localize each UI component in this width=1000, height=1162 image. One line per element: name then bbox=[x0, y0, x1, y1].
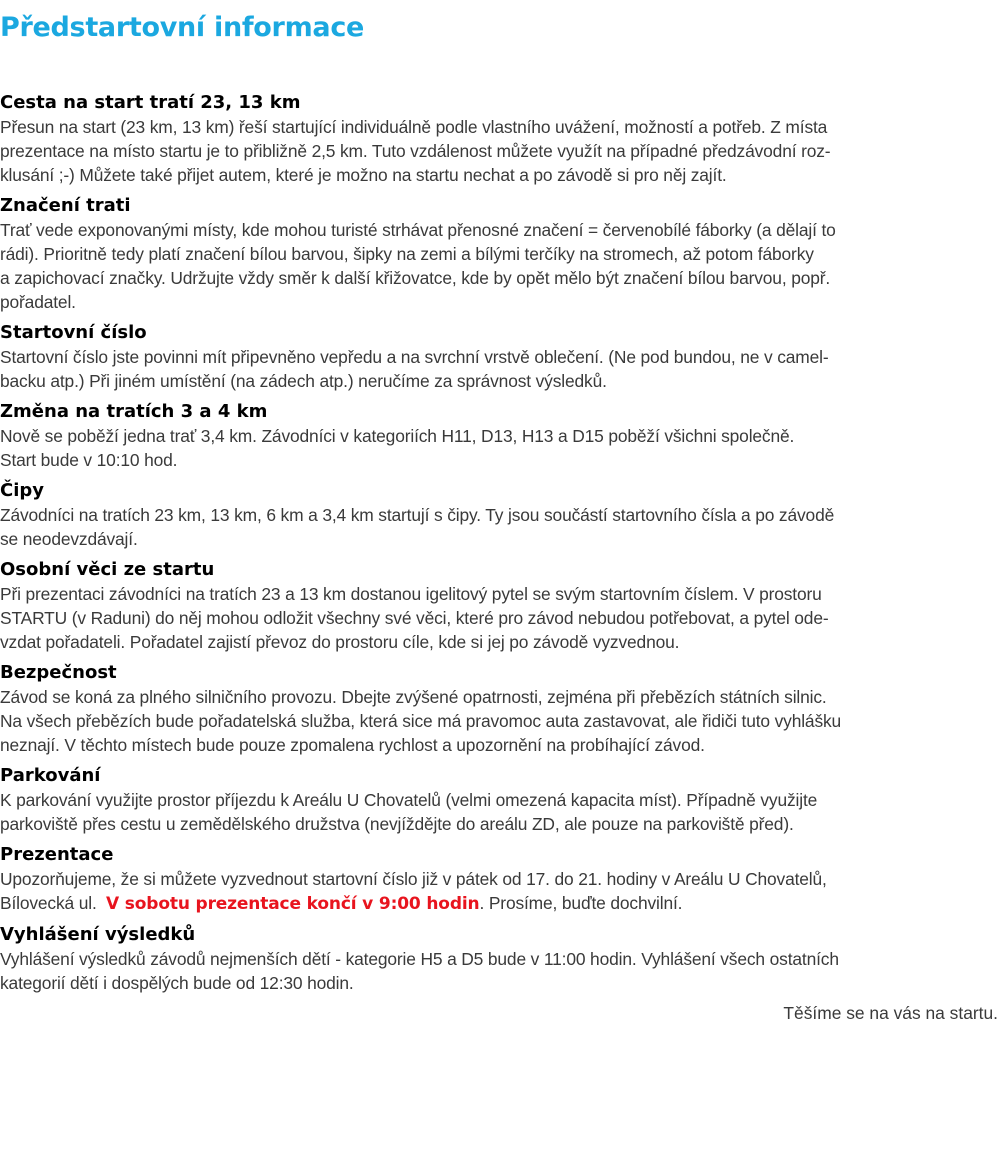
section-prezentace bbox=[0, 842, 1000, 916]
section-text bbox=[0, 218, 1000, 314]
section bbox=[0, 660, 1000, 757]
text-line: Nově se poběží jedna trať 3,4 km. Závodníci v kategoriích H11, D13, H13 a D15 poběží všichni společně. bbox=[0, 426, 795, 446]
section-text bbox=[0, 115, 1000, 187]
text-line: prezentace na místo startu je to přibližně 2,5 km. Tuto vzdálenost můžete využít na případné předzávodní roz- bbox=[0, 141, 831, 161]
section-text bbox=[0, 685, 1000, 757]
section-text bbox=[0, 503, 1000, 551]
section-heading: Vyhlášení výsledků bbox=[0, 924, 196, 945]
text-line: backu atp.) Při jiném umístění (na zádech atp.) neručíme za správnost výsledků. bbox=[0, 371, 607, 391]
section-heading: Prezentace bbox=[0, 844, 114, 865]
section-heading: Startovní číslo bbox=[0, 322, 147, 343]
section-heading: Čipy bbox=[0, 480, 44, 501]
text-line bbox=[0, 891, 1000, 916]
page-title: Předstartovní informace bbox=[0, 12, 365, 43]
text-line: Upozorňujeme, že si můžete vyzvednout startovní číslo již v pátek od 17. do 21. hodiny v Areálu U Chovatelů, bbox=[0, 869, 827, 889]
text-line: parkoviště přes cestu u zemědělského družstva (nevjíždějte do areálu ZD, ale pouze na parkoviště před). bbox=[0, 814, 794, 834]
section-text bbox=[0, 345, 1000, 393]
text-line: pořadatel. bbox=[0, 292, 76, 312]
text-line: Startovní číslo jste povinni mít připevněno vepředu a na svrchní vrstvě oblečení. (Ne pod bundou, ne v camel- bbox=[0, 347, 829, 367]
text-segment: Bílovecká ul. bbox=[0, 893, 97, 913]
section-heading: Značení trati bbox=[0, 195, 131, 216]
text-line: Na všech přebězích bude pořadatelská služba, která sice má pravomoc auta zastavovat, ale řidiči tuto vyhlášku bbox=[0, 711, 842, 731]
text-line: neznají. V těchto místech bude pouze zpomalena rychlost a upozornění na probíhající závod. bbox=[0, 735, 705, 755]
text-line: rádi). Prioritně tedy platí značení bílou barvou, šipky na zemi a bílými terčíky na stromech, až potom fáborky bbox=[0, 244, 814, 264]
text-line: K parkování využijte prostor příjezdu k Areálu U Chovatelů (velmi omezená kapacita míst). Případně využijte bbox=[0, 790, 818, 810]
highlight-text: V sobotu prezentace končí v 9:00 hodin bbox=[106, 894, 480, 914]
section-heading: Parkování bbox=[0, 765, 101, 786]
text-line: Přesun na start (23 km, 13 km) řeší startující individuálně podle vlastního uvážení, možností a potřeb. Z místa bbox=[0, 117, 828, 137]
text-line: Závod se koná za plného silničního provozu. Dbejte zvýšené opatrnosti, zejména při přebězích státních silnic. bbox=[0, 687, 827, 707]
section-heading: Změna na tratích 3 a 4 km bbox=[0, 401, 268, 422]
text-line: Při prezentaci závodníci na tratích 23 a 13 km dostanou igelitový pytel se svým startovním číslem. V prostoru bbox=[0, 584, 822, 604]
text-line: Závodníci na tratích 23 km, 13 km, 6 km a 3,4 km startují s čipy. Ty jsou součástí startovního čísla a po závodě bbox=[0, 505, 835, 525]
text-line: vzdat pořadateli. Pořadatel zajistí převoz do prostoru cíle, kde si jej po závodě vyzvednou. bbox=[0, 632, 680, 652]
text-line: Vyhlášení výsledků závodů nejmenších dětí - kategorie H5 a D5 bude v 11:00 hodin. Vyhlášení všech ostatních bbox=[0, 949, 839, 969]
text-line: STARTU (v Raduni) do něj mohou odložit všechny své věci, které pro závod nebudou potřebovat, a pytel ode- bbox=[0, 608, 829, 628]
text-line: Start bude v 10:10 hod. bbox=[0, 450, 178, 470]
section-text bbox=[0, 788, 1000, 836]
text-line: klusání ;-) Můžete také přijet autem, které je možno na startu nechat a po závodě si pro něj zajít. bbox=[0, 165, 727, 185]
section bbox=[0, 90, 1000, 187]
section-heading: Cesta na start tratí 23, 13 km bbox=[0, 92, 301, 113]
text-line: a zapichovací značky. Udržujte vždy směr k další křižovatce, kde by opět mělo být značení bílou barvou, popř. bbox=[0, 268, 831, 288]
section-heading: Osobní věci ze startu bbox=[0, 559, 215, 580]
section-text bbox=[0, 947, 1000, 995]
section-vyhlaseni bbox=[0, 922, 1000, 995]
section-text bbox=[0, 867, 1000, 916]
section-text bbox=[0, 424, 1000, 472]
text-line: Trať vede exponovanými místy, kde mohou turisté strhávat přenosné značení = červenobílé fáborky (a dělají to bbox=[0, 220, 836, 240]
section-heading: Bezpečnost bbox=[0, 662, 117, 683]
closing-text: Těšíme se na vás na startu. bbox=[783, 1003, 998, 1023]
section bbox=[0, 399, 1000, 472]
section bbox=[0, 478, 1000, 551]
section bbox=[0, 557, 1000, 654]
section bbox=[0, 763, 1000, 836]
section bbox=[0, 320, 1000, 393]
text-segment: . Prosíme, buďte dochvilní. bbox=[479, 893, 683, 913]
text-line: se neodevzdávají. bbox=[0, 529, 138, 549]
section-text bbox=[0, 582, 1000, 654]
section bbox=[0, 193, 1000, 314]
sections-container bbox=[0, 90, 1000, 836]
text-line: kategorií dětí i dospělých bude od 12:30 hodin. bbox=[0, 973, 354, 993]
